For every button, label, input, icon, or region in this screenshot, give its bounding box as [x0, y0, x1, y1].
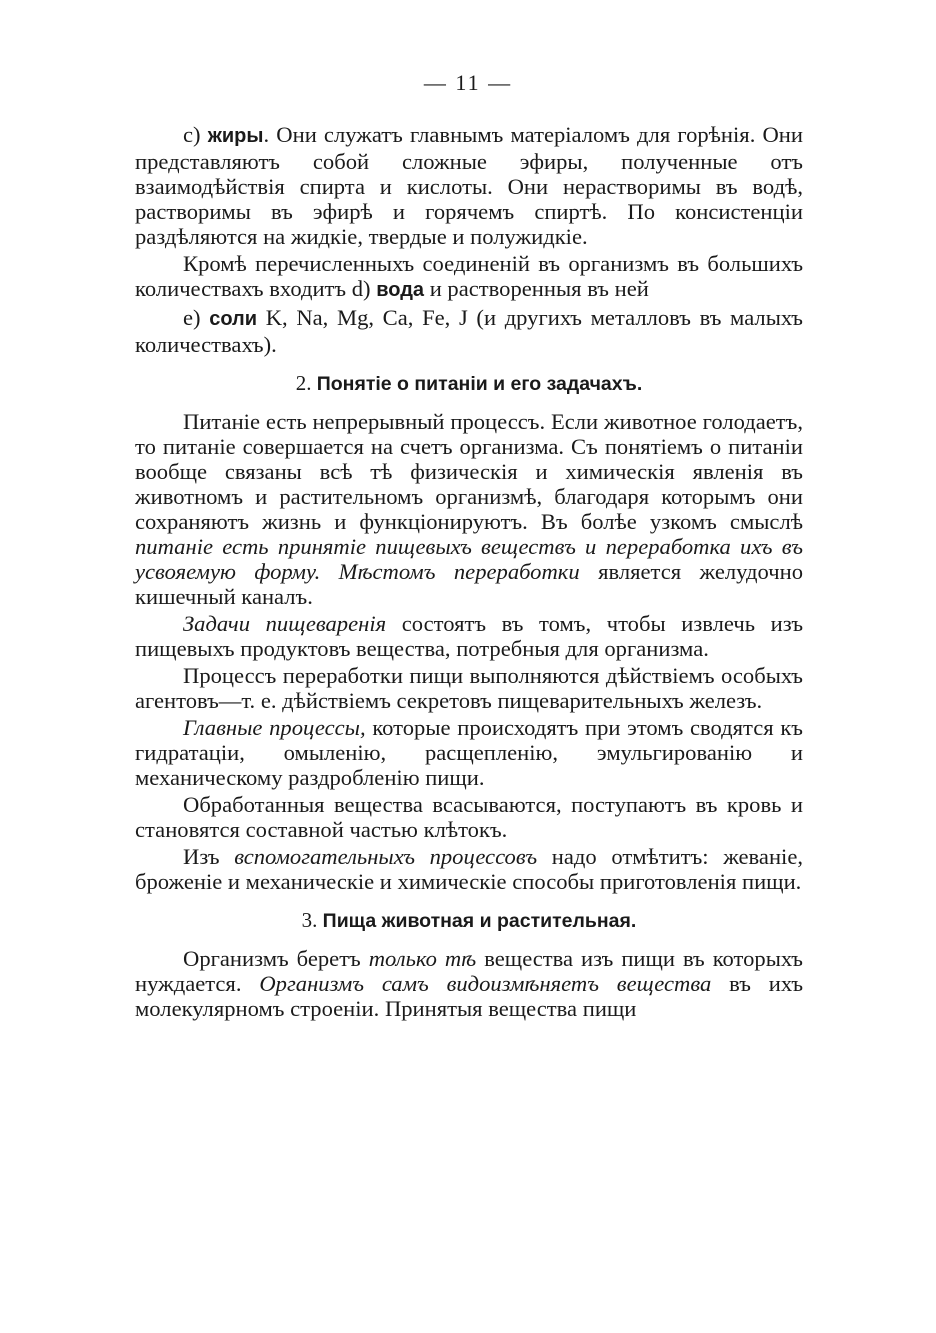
text-run: Питаніе есть непрерывный процессъ. Если животное голодаетъ, то питаніе совершается на счетъ организма. Съ понятіемъ о питаніи вообще связаны всѣ тѣ физическія и химическія явленія въ животномъ и растительномъ организмѣ, благодаря которымъ они сохраняютъ жизнь и функціонируютъ. Въ болѣе узкомъ смыслѣ [135, 409, 803, 534]
italic-phrase: Главные процессы, [183, 715, 366, 740]
text-run: надо отмѣтитъ: жеваніе, броженіе и механическіе и химическіе способы приготовленія пищи. [135, 844, 803, 894]
italic-phrase: вспомогательныхъ процессовъ [234, 844, 538, 869]
bold-term: вода [376, 279, 425, 301]
text-run: Изъ [183, 844, 235, 869]
text-run: Организмъ беретъ [183, 946, 369, 971]
paragraph [135, 409, 803, 609]
paragraph [135, 122, 803, 249]
page-body [135, 122, 803, 1023]
bold-term: соли [209, 308, 258, 330]
paragraph [135, 251, 803, 303]
paragraph [135, 946, 803, 1021]
text-run: e) [183, 305, 210, 330]
section-number: 3. [301, 908, 323, 932]
text-run: c) [183, 122, 208, 147]
section-title: Понятіе о питаніи и его задачахъ. [316, 373, 643, 395]
text-run: является желудочно кишечный каналъ. [135, 559, 803, 609]
italic-phrase: Организмъ самъ видоизмѣняетъ вещества [259, 971, 712, 996]
text-run: Обработанныя вещества всасываются, поступаютъ въ кровь и становятся составной частью клѣтокъ. [135, 792, 803, 842]
text-run: вещества изъ пищи въ которыхъ нуждается. [135, 946, 803, 996]
paragraph [135, 715, 803, 790]
section-heading [135, 908, 803, 934]
text-run: Процессъ переработки пищи выполняются дѣйствіемъ особыхъ агентовъ—т. е. дѣйствіемъ секретовъ пищеварительныхъ железъ. [135, 663, 803, 713]
section-title: Пища животная и растительная. [322, 910, 637, 932]
bold-term: жиры [207, 125, 264, 147]
paragraph [135, 792, 803, 842]
paragraph [135, 844, 803, 894]
text-run: K, Na, Mg, Ca, Fe, J (и другихъ металловъ въ малыхъ количествахъ). [135, 305, 803, 357]
paragraph [135, 305, 803, 357]
italic-phrase: только тѣ [368, 946, 477, 971]
text-run: которые происходятъ при этомъ сводятся къ гидратаціи, омыленію, расщепленію, эмульгированію и механическому раздробленію пищи. [135, 715, 803, 790]
text-run: въ ихъ молекулярномъ строеніи. Принятыя вещества пищи [135, 971, 804, 1021]
section-heading [135, 371, 803, 397]
section-number: 2. [295, 371, 317, 395]
text-run: . Они служатъ главнымъ матеріаломъ для горѣнія. Они представляютъ собой сложные эфиры, полученные отъ взаимодѣйствія спирта и кислоты. Они нерастворимы въ водѣ, растворимы въ эфирѣ и горячемъ спиртѣ. По консистенціи раздѣляются на жидкіе, твердые и полужидкіе. [135, 122, 803, 249]
italic-phrase: Задачи пищеваренія [183, 611, 387, 636]
text-run: и растворенныя въ ней [424, 276, 649, 301]
paragraph [135, 663, 803, 713]
italic-phrase: питаніе есть принятіе пищевыхъ веществъ и переработка ихъ въ усвояемую форму. Мѣстомъ переработки [135, 534, 803, 584]
paragraph [135, 611, 803, 661]
text-run: Кромѣ перечисленныхъ соединеній въ организмъ въ большихъ количествахъ входитъ d) [135, 251, 803, 301]
text-run: состоятъ въ томъ, чтобы извлечь изъ пищевыхъ продуктовъ вещества, потребныя для организма. [135, 611, 803, 661]
page-number: — 11 — [423, 70, 513, 95]
